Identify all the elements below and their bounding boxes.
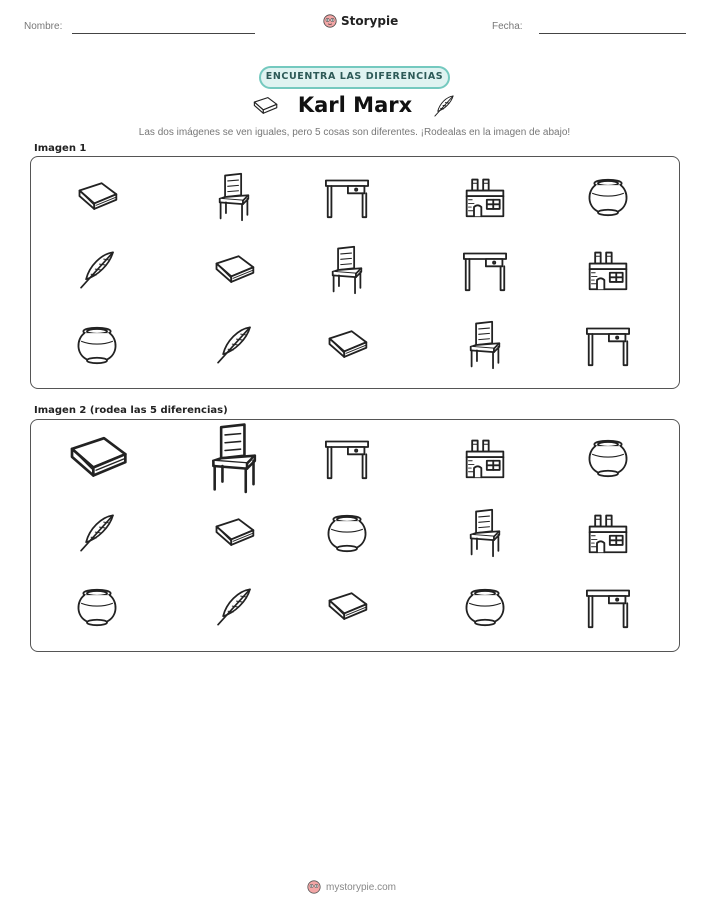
image1-chair-icon[interactable]	[216, 172, 252, 222]
date-field[interactable]	[539, 33, 686, 34]
image2-book-icon[interactable]	[64, 435, 131, 481]
image2-label: Imagen 2 (rodea las 5 diferencias)	[34, 405, 228, 416]
image2-pot-icon[interactable]	[324, 513, 370, 553]
image1-pot-icon[interactable]	[585, 177, 631, 217]
name-label: Nombre:	[24, 21, 63, 32]
instructions: Las dos imágenes se ven iguales, pero 5 cosas son diferentes. ¡Rodealas en la imagen de abajo!	[138, 127, 571, 138]
book-icon	[251, 96, 279, 116]
image2-factory-icon[interactable]	[463, 436, 507, 480]
image1-label: Imagen 1	[34, 143, 87, 154]
image1-desk-icon[interactable]	[462, 248, 508, 292]
image1-book-icon[interactable]	[211, 254, 257, 286]
image2-chair-icon[interactable]	[467, 508, 503, 558]
brand-name: Storypie	[341, 14, 399, 28]
worksheet-type-badge: ENCUENTRA LAS DIFERENCIAS	[259, 66, 450, 89]
image1-chair-icon[interactable]	[467, 320, 503, 370]
page-title: Karl Marx	[297, 93, 413, 117]
image1-book-icon[interactable]	[324, 329, 370, 361]
image1-quill-icon[interactable]	[213, 320, 255, 370]
footer-url: mystorypie.com	[326, 881, 397, 893]
image1-factory-icon[interactable]	[463, 175, 507, 219]
image2-pot-icon[interactable]	[74, 587, 120, 627]
storypie-logo-icon	[307, 880, 321, 894]
image1-factory-icon[interactable]	[586, 248, 630, 292]
name-field[interactable]	[72, 33, 255, 34]
image1-desk-icon[interactable]	[585, 323, 631, 367]
image2-factory-icon[interactable]	[586, 511, 630, 555]
image2-quill-icon[interactable]	[76, 508, 118, 558]
brand-logo	[323, 14, 398, 28]
image2-chair-icon[interactable]	[208, 422, 260, 495]
image2-desk-icon[interactable]	[324, 436, 370, 480]
image2-pot-icon[interactable]	[585, 438, 631, 478]
footer	[307, 880, 396, 894]
storypie-logo-icon	[323, 14, 337, 28]
image1-desk-icon[interactable]	[324, 175, 370, 219]
image1-pot-icon[interactable]	[74, 325, 120, 365]
quill-icon	[432, 91, 456, 121]
image1-chair-icon[interactable]	[329, 245, 365, 295]
image1-book-icon[interactable]	[74, 181, 120, 213]
image1-quill-icon[interactable]	[76, 245, 118, 295]
image2-pot-icon[interactable]	[462, 587, 508, 627]
image2-desk-icon[interactable]	[585, 585, 631, 629]
image2-book-icon[interactable]	[324, 591, 370, 623]
image2-book-icon[interactable]	[211, 517, 257, 549]
date-label: Fecha:	[492, 21, 523, 32]
image2-quill-icon[interactable]	[213, 582, 255, 632]
